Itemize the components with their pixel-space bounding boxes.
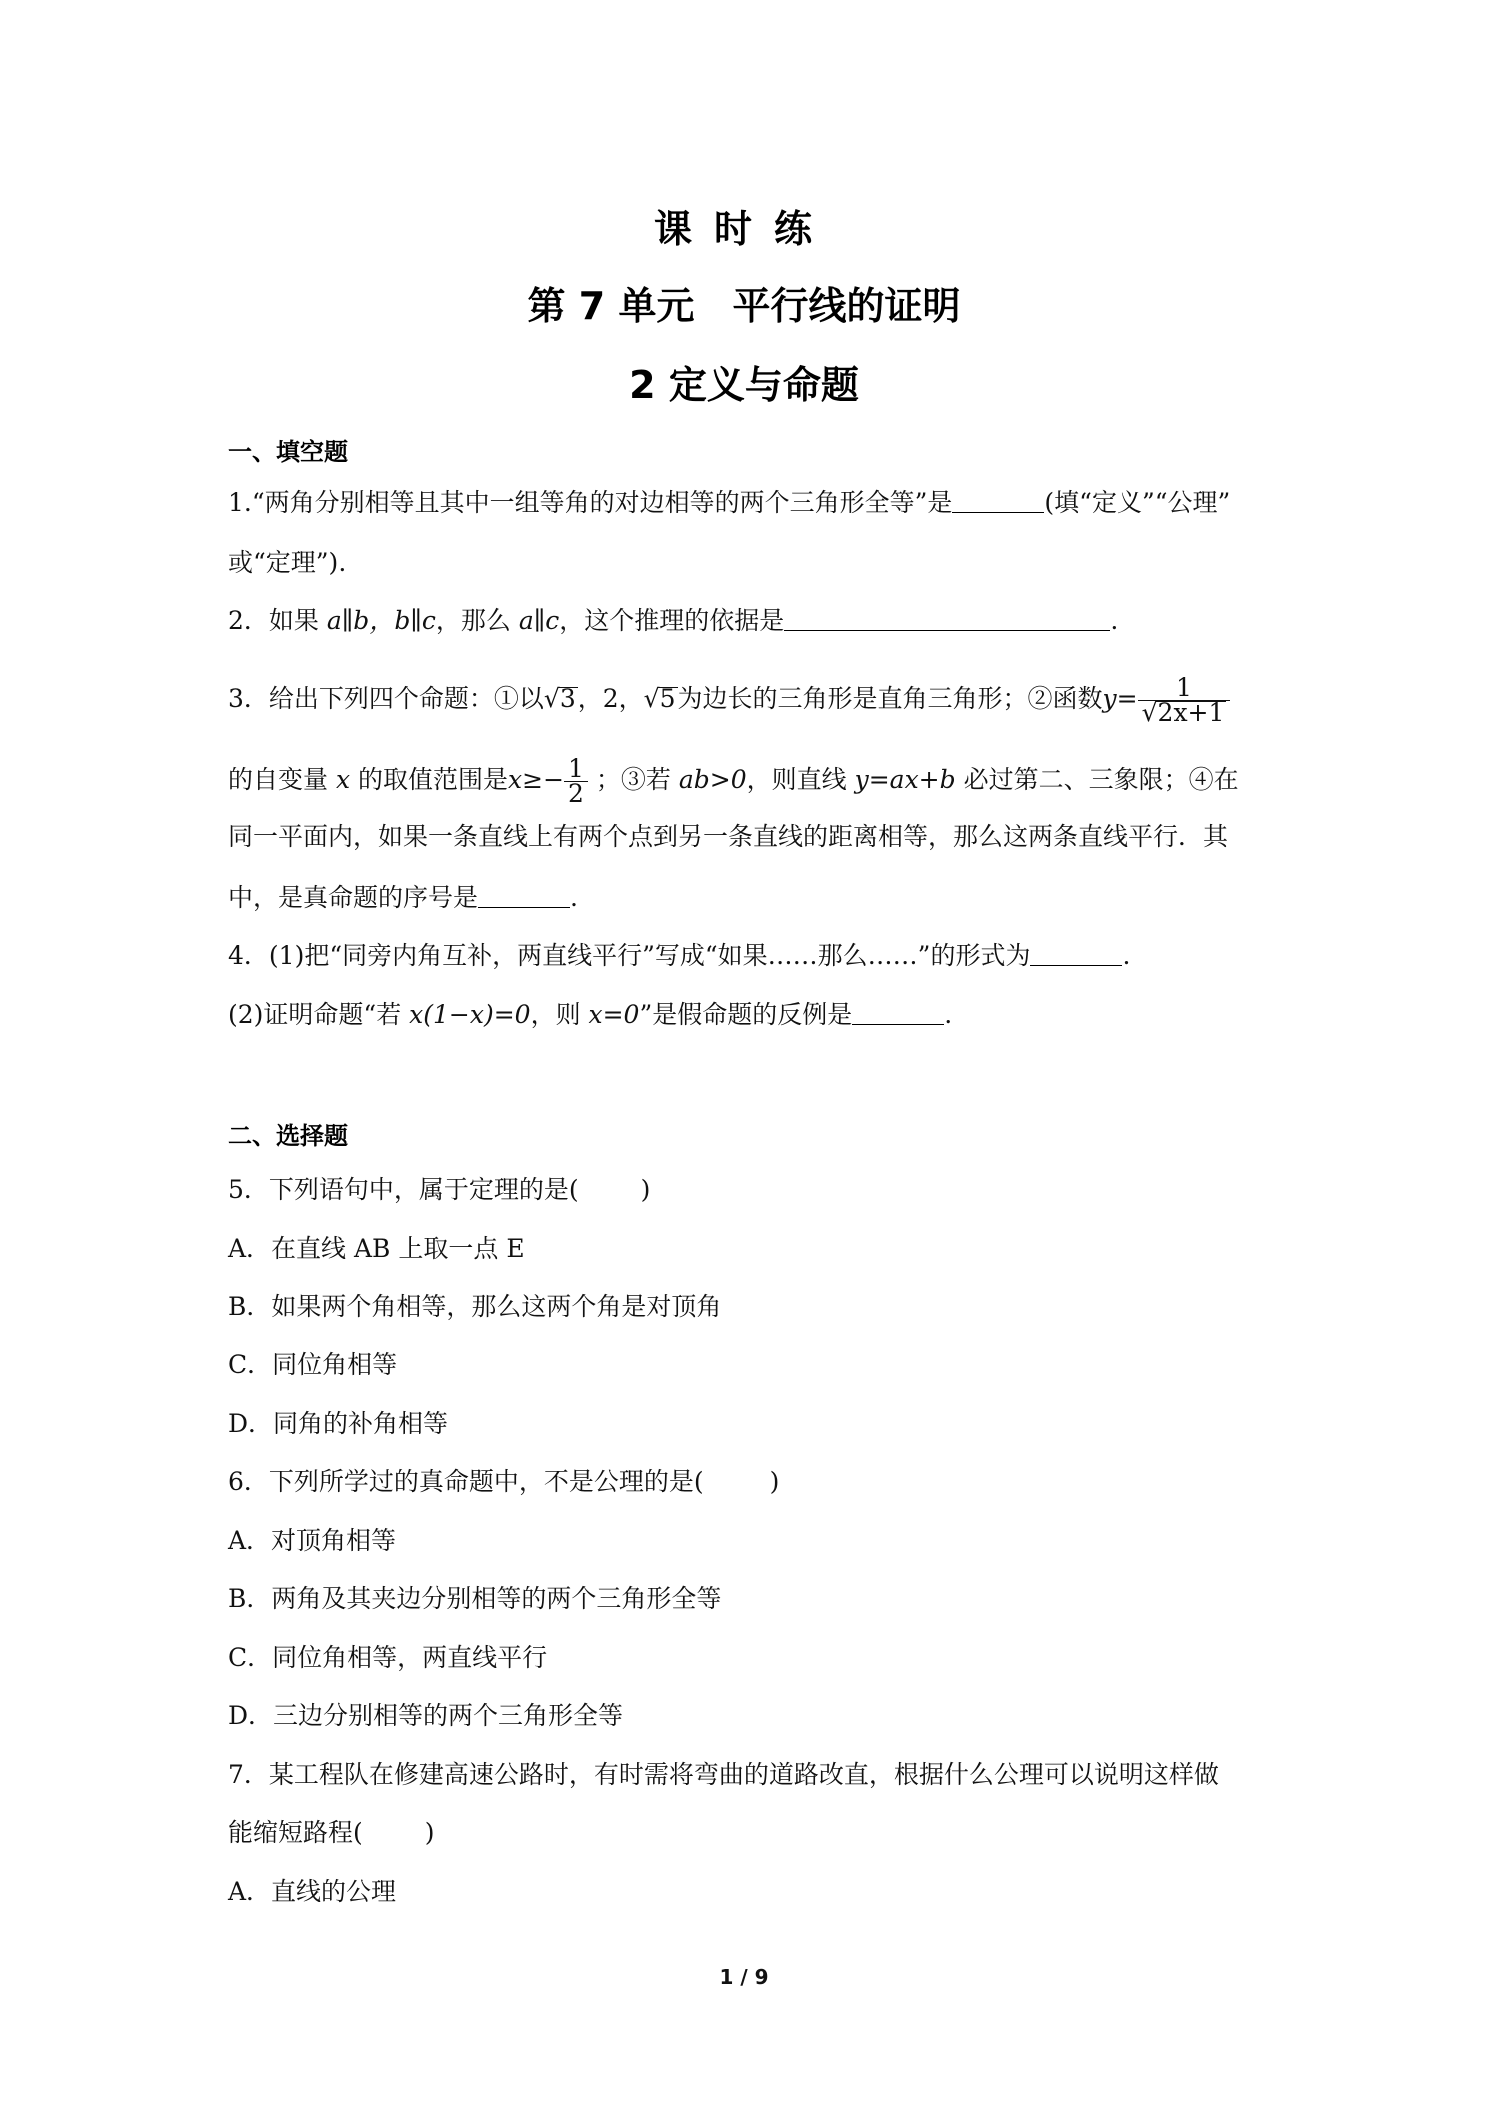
q3-text-b: ，2， bbox=[577, 684, 644, 713]
question-3-line-1 bbox=[228, 673, 1270, 727]
q4-period-1: . bbox=[1122, 941, 1131, 970]
question-7-line-2 bbox=[228, 1818, 1270, 1848]
q4-text-a: 4．(1)把“同旁内角互补，两直线平行”写成“如果……那么……”的形式为 bbox=[228, 941, 1031, 970]
question-6 bbox=[228, 1467, 1270, 1497]
q5-paren-close: ) bbox=[640, 1175, 651, 1204]
question-1-line-2 bbox=[228, 548, 1270, 578]
q2-text-a: 2．如果 bbox=[228, 606, 327, 635]
q4-blank-2[interactable] bbox=[852, 1002, 944, 1025]
question-1-line-1 bbox=[228, 488, 1270, 518]
q5-stem: 5．下列语句中，属于定理的是( bbox=[228, 1175, 579, 1204]
q6-paren-close: ) bbox=[769, 1467, 780, 1496]
section-multiple-choice: 二、选择题 bbox=[228, 1122, 348, 1150]
q6-stem: 6．下列所学过的真命题中，不是公理的是( bbox=[228, 1467, 704, 1496]
question-5 bbox=[228, 1175, 1270, 1205]
q3-sqrt5: 5 bbox=[659, 684, 676, 713]
sqrt-symbol: √ bbox=[643, 684, 660, 713]
question-4-part-2 bbox=[228, 1000, 1270, 1030]
q3-line-eq: y=ax+b bbox=[854, 765, 956, 794]
q1-text: 1.“两角分别相等且其中一组等角的对边相等的两个三角形全等”是 bbox=[228, 488, 953, 517]
q5-option-d: D．同角的补角相等 bbox=[228, 1409, 449, 1438]
q2-premise: a∥b，b∥c bbox=[326, 606, 436, 635]
doc-title: 课时练 bbox=[653, 207, 834, 251]
page-number: 1 / 9 bbox=[719, 1965, 769, 1989]
q3-blank[interactable] bbox=[478, 885, 570, 908]
question-3-line-2 bbox=[228, 754, 1270, 808]
sqrt-symbol: √ bbox=[543, 684, 560, 713]
q3-text-j: 中，是真命题的序号是 bbox=[228, 883, 479, 912]
q6-option-c: C．同位角相等，两直线平行 bbox=[228, 1643, 548, 1672]
q4-x-value: x=0 bbox=[588, 1000, 640, 1029]
q4-text-e: ”是假命题的反例是 bbox=[639, 1000, 853, 1029]
q6-option-d: D．三边分别相等的两个三角形全等 bbox=[228, 1701, 624, 1730]
fraction-denominator: 2 bbox=[568, 779, 584, 808]
question-4-part-1 bbox=[228, 941, 1270, 971]
q3-text-i: 同一平面内，如果一条直线上有两个点到另一条直线的距离相等，那么这两条直线平行．其 bbox=[228, 822, 1229, 851]
fraction-numerator: 1 bbox=[564, 757, 588, 782]
q3-range: x≥− bbox=[508, 765, 565, 794]
q4-blank-1[interactable] bbox=[1030, 943, 1122, 966]
q4-text-c: (2)证明命题“若 bbox=[228, 1000, 410, 1029]
q3-text-a: 3．给出下列四个命题：①以 bbox=[228, 684, 544, 713]
question-3-line-3 bbox=[228, 822, 1270, 852]
q3-text-e: 的取值范围是 bbox=[358, 765, 509, 794]
section-fill-blank: 一、填空题 bbox=[228, 438, 348, 466]
q3-text-d: 的自变量 bbox=[228, 765, 329, 794]
q3-func-lhs: y= bbox=[1102, 684, 1138, 713]
fraction-denominator: √2x+1 bbox=[1141, 698, 1225, 727]
q2-conclusion: a∥c bbox=[518, 606, 560, 635]
q3-text-g: ，则直线 bbox=[746, 765, 847, 794]
q1-options: (填“定义”“公理” bbox=[1044, 488, 1231, 517]
q3-func-fraction bbox=[1138, 673, 1231, 727]
q4-text-d: ，则 bbox=[530, 1000, 589, 1029]
question-2 bbox=[228, 606, 1270, 636]
q5-option-a: A．在直线 AB 上取一点 E bbox=[228, 1234, 525, 1263]
q3-text-h: 必过第二、三象限；④在 bbox=[963, 765, 1239, 794]
q7-paren-close: ) bbox=[424, 1818, 435, 1847]
fraction-numerator: 1 bbox=[1138, 676, 1231, 701]
question-7-line-1: 7．某工程队在修建高速公路时，有时需将弯曲的道路改直，根据什么公理可以说明这样做 bbox=[228, 1760, 1219, 1789]
q2-text-c: ，这个推理的依据是 bbox=[559, 606, 785, 635]
q4-equation: x(1−x)=0 bbox=[409, 1000, 531, 1029]
q1-blank[interactable] bbox=[952, 490, 1044, 513]
q5-option-b: B．如果两个角相等，那么这两个角是对顶角 bbox=[228, 1292, 722, 1321]
q6-option-b: B．两角及其夹边分别相等的两个三角形全等 bbox=[228, 1584, 722, 1613]
q4-period-2: . bbox=[944, 1000, 953, 1029]
q2-period: . bbox=[1110, 606, 1119, 635]
lesson-title: 2 定义与命题 bbox=[629, 363, 859, 407]
q3-half-fraction bbox=[564, 754, 588, 808]
question-3-line-4 bbox=[228, 883, 1270, 913]
q3-sqrt-den: 2x+1 bbox=[1157, 698, 1225, 727]
q2-blank[interactable] bbox=[784, 608, 1110, 631]
q3-var-x: x bbox=[335, 765, 351, 794]
q3-sqrt3: 3 bbox=[559, 684, 576, 713]
q2-text-b: ，那么 bbox=[435, 606, 519, 635]
q6-option-a: A．对顶角相等 bbox=[228, 1526, 397, 1555]
q7-option-a: A．直线的公理 bbox=[228, 1877, 397, 1906]
q3-period: . bbox=[570, 883, 578, 912]
unit-title: 第 7 单元 平行线的证明 bbox=[527, 284, 961, 328]
q3-text-f: ；③若 bbox=[595, 765, 671, 794]
q3-ab: ab>0 bbox=[678, 765, 747, 794]
q7-stem-end: 能缩短路程( bbox=[228, 1818, 363, 1847]
q5-option-c: C．同位角相等 bbox=[228, 1350, 398, 1379]
q3-text-c: 为边长的三角形是直角三角形；②函数 bbox=[677, 684, 1103, 713]
q1-options-end: 或“定理”). bbox=[228, 548, 347, 577]
